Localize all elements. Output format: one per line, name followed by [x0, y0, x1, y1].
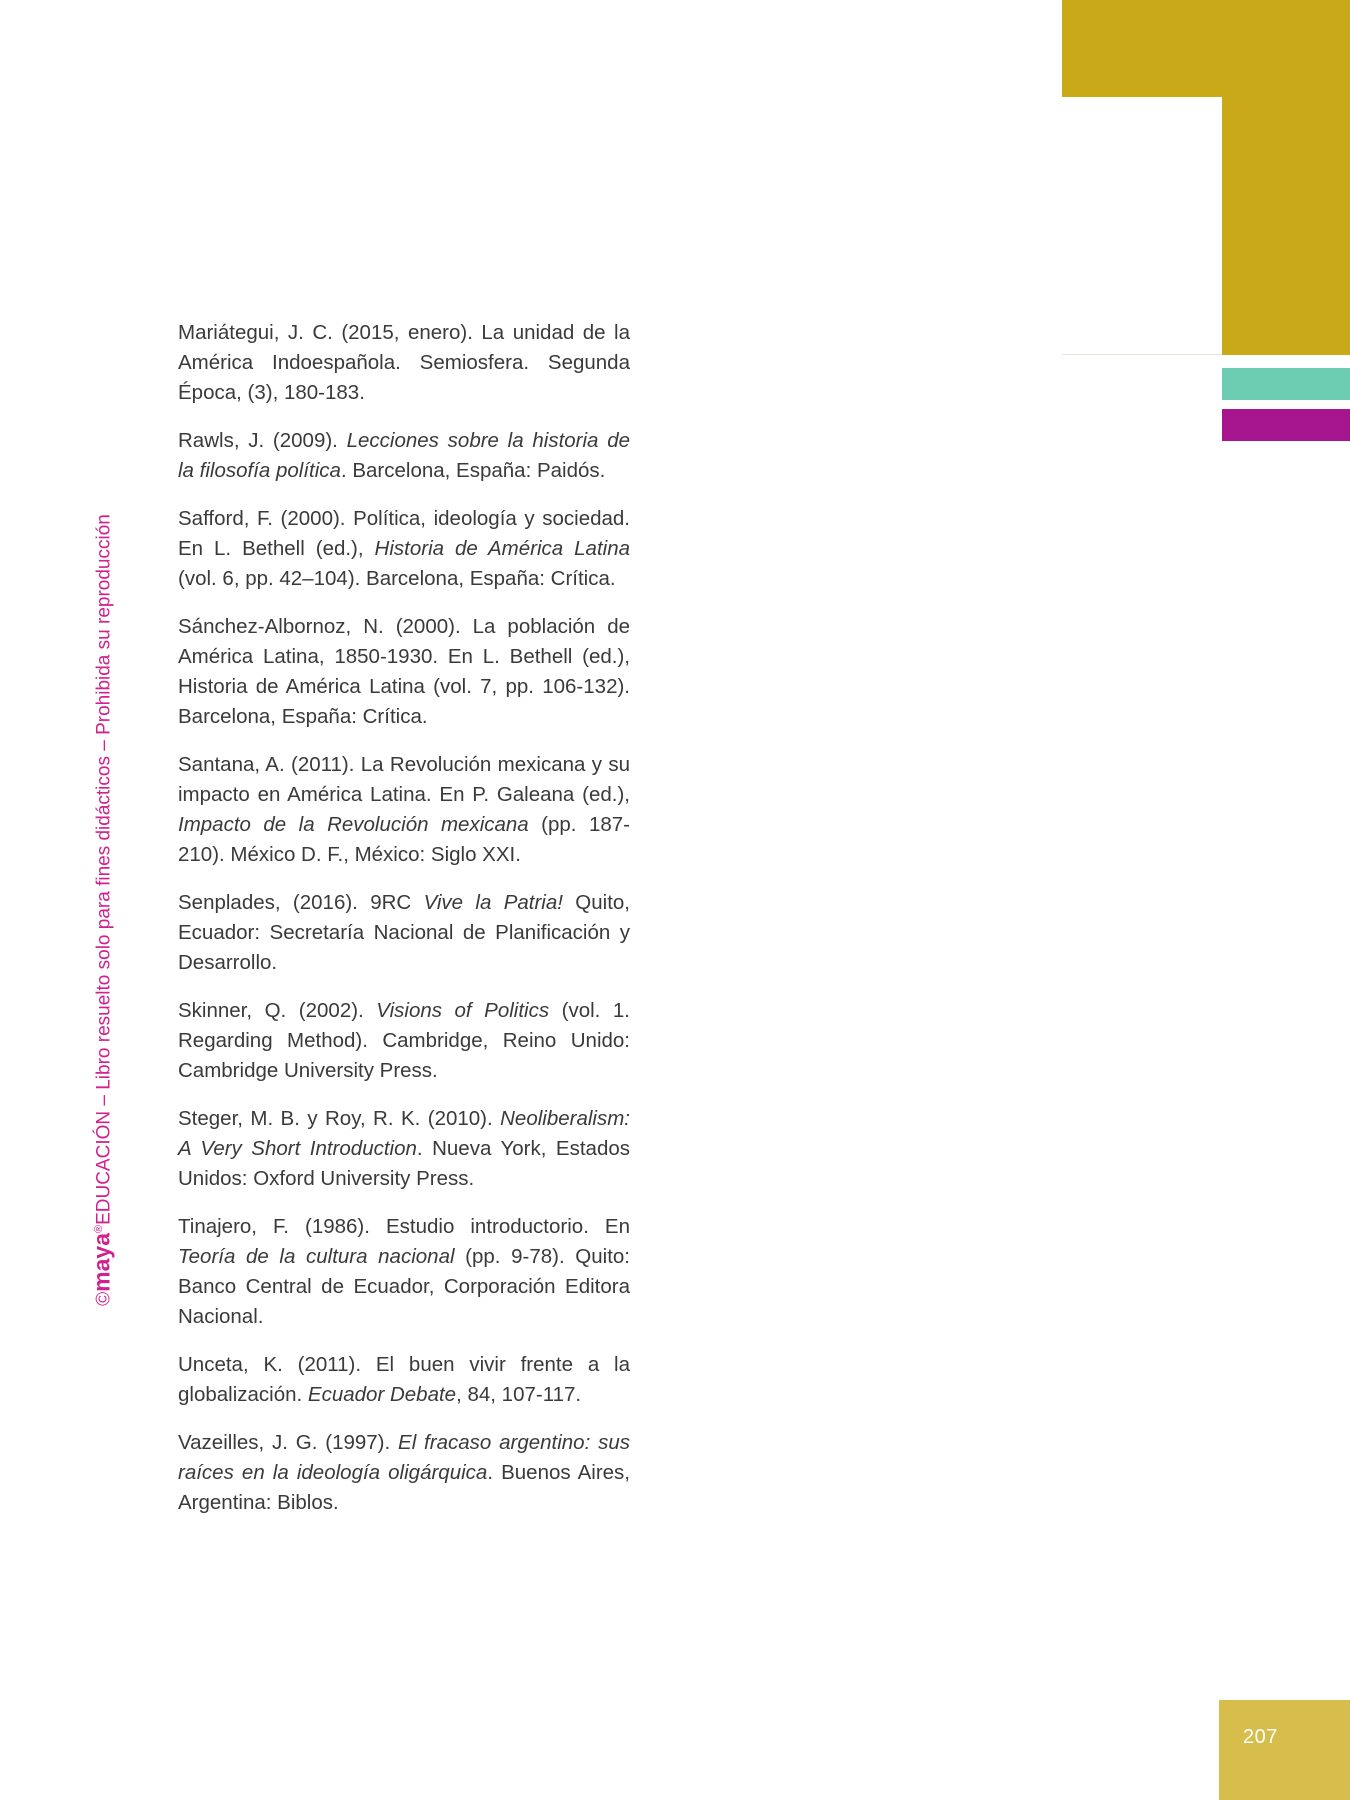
watermark-text: EDUCACIÓN – Libro resuelto solo para fines didácticos – Prohibida su reproducción	[93, 514, 115, 1225]
reference-title: Vive la Patria!	[423, 891, 563, 914]
reference-title: El fracaso argentino: sus raíces en la ideología oligárquica	[178, 1431, 630, 1484]
reference-title: Neoliberalism: A Very Short Introduction	[178, 1107, 630, 1160]
reference-text: Quito, Ecuador: Secretaría Nacional de Planificación y Desarrollo.	[178, 891, 630, 974]
page-number-box	[1219, 1700, 1350, 1800]
reference-entry	[178, 1212, 630, 1332]
reference-title: Visions of Politics	[376, 999, 550, 1022]
reference-entry	[178, 1104, 630, 1194]
reference-title: Ecuador Debate	[307, 1383, 457, 1406]
reference-entry	[178, 318, 630, 408]
reference-entry	[178, 1428, 630, 1518]
reference-text: Rawls, J. (2009).	[178, 429, 347, 452]
reference-entry	[178, 426, 630, 486]
reference-text: . Nueva York, Estados Unidos: Oxford University Press.	[178, 1137, 630, 1190]
reference-list	[178, 318, 630, 1536]
reference-title: Historia de América Latina	[374, 537, 630, 560]
reference-text: Senplades, (2016). 9RC	[178, 891, 424, 914]
reference-text: Unceta, K. (2011). El buen vivir frente a la globalización.	[178, 1353, 630, 1406]
reference-text: (pp. 187-210). México D. F., México: Siglo XXI.	[178, 813, 630, 866]
brand-name: maya	[88, 1233, 115, 1292]
reference-text: (pp. 9-78). Quito: Banco Central de Ecuador, Corporación Editora Nacional.	[178, 1245, 630, 1328]
reference-text: Tinajero, F. (1986). Estudio introductorio. En	[178, 1215, 630, 1238]
reference-text: Safford, F. (2000). Política, ideología y sociedad. En L. Bethell (ed.),	[178, 507, 630, 560]
magenta-accent-bar	[1222, 409, 1350, 441]
reference-text: Vazeilles, J. G. (1997).	[178, 1431, 399, 1454]
reference-text: (vol. 6, pp. 42–104). Barcelona, España: Crítica.	[178, 567, 616, 590]
reference-entry	[178, 888, 630, 978]
page-number: 207	[1243, 1726, 1278, 1748]
registered-mark: ®	[93, 1224, 106, 1234]
reference-text: Mariátegui, J. C. (2015, enero). La unidad de la América Indoespañola. Semiosfera. Segunda Época, (3), 180-183.	[178, 321, 630, 404]
reference-entry	[178, 750, 630, 870]
reference-title: Teoría de la cultura nacional	[178, 1245, 455, 1268]
reference-text: Steger, M. B. y Roy, R. K. (2010).	[178, 1107, 501, 1130]
teal-accent-bar	[1222, 368, 1350, 400]
reference-entry	[178, 996, 630, 1086]
gold-side-block	[1222, 0, 1350, 355]
copyright-symbol: ©	[93, 1291, 115, 1306]
reference-text: . Barcelona, España: Paidós.	[340, 459, 606, 482]
reference-title: Lecciones sobre la historia de la filosofía política	[178, 429, 631, 482]
reference-text: . Buenos Aires, Argentina: Biblos.	[178, 1461, 630, 1514]
reference-text: , 84, 107-117.	[456, 1383, 582, 1406]
reference-entry	[178, 504, 630, 594]
reference-text: Sánchez-Albornoz, N. (2000). La población de América Latina, 1850-1930. En L. Bethell (ed.), Historia de América Latina (vol. 7, pp. 106-132). Barcelona, España: Crítica.	[178, 615, 630, 728]
reference-title: Impacto de la Revolución mexicana	[178, 813, 529, 836]
reference-entry	[178, 612, 630, 732]
reference-text: (vol. 1. Regarding Method). Cambridge, Reino Unido: Cambridge University Press.	[178, 999, 631, 1082]
divider-line	[1062, 354, 1222, 355]
reference-text: Skinner, Q. (2002).	[178, 999, 377, 1022]
side-watermark	[89, 514, 116, 1306]
reference-text: Santana, A. (2011). La Revolución mexicana y su impacto en América Latina. En P. Galeana (ed.),	[178, 753, 630, 806]
reference-entry	[178, 1350, 630, 1410]
